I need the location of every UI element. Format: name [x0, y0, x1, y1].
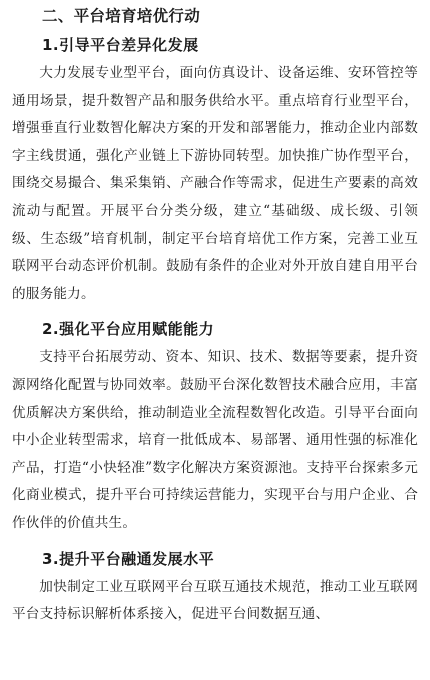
subsection-paragraph-3: 加快制定工业互联网平台互联互通技术规范，推动工业互联网平台支持标识解析体系接入，促进平台间数据互通、	[12, 578, 418, 623]
section-title: 二、平台培育培优行动	[42, 7, 201, 25]
subsection-paragraph-1: 大力发展专业型平台，面向仿真设计、设备运维、安环管控等通用场景，提升数智产品和服务供给水平。重点培育行业型平台，增强垂直行业数智化解决方案的开发和部署能力，推动企业内部数字主线贯通，强化产业链上下游协同转型。加快推广协作型平台，围绕交易撮合、集采集销、产融合作等需求，促进生产要素的高效流动与配置。开展平台分类分级，建立“基础级、成长级、引领级、生态级”培育机制，制定平台培育培优工作方案，完善工业互联网平台动态评价机制。鼓励有条件的企业对外开放自建自用平台的服务能力。	[12, 65, 418, 302]
subsection-paragraph-2: 支持平台拓展劳动、资本、知识、技术、数据等要素，提升资源网络化配置与协同效率。鼓励平台深化数智技术融合应用，丰富优质解决方案供给，推动制造业全流程数智化改造。引导平台面向中小企业转型需求，培育一批低成本、易部署、通用性强的标准化产品，打造“小快轻准”数字化解决方案资源池。支持平台探索多元化商业模式，提升平台可持续运营能力，实现平台与用户企业、合作伙伴的价值共生。	[12, 349, 418, 531]
subsection-heading-1: 1.引导平台差异化发展	[42, 36, 199, 54]
subsection-heading-2: 2.强化平台应用赋能能力	[42, 320, 215, 339]
subsection-heading-3: 3.提升平台融通发展水平	[42, 549, 215, 568]
